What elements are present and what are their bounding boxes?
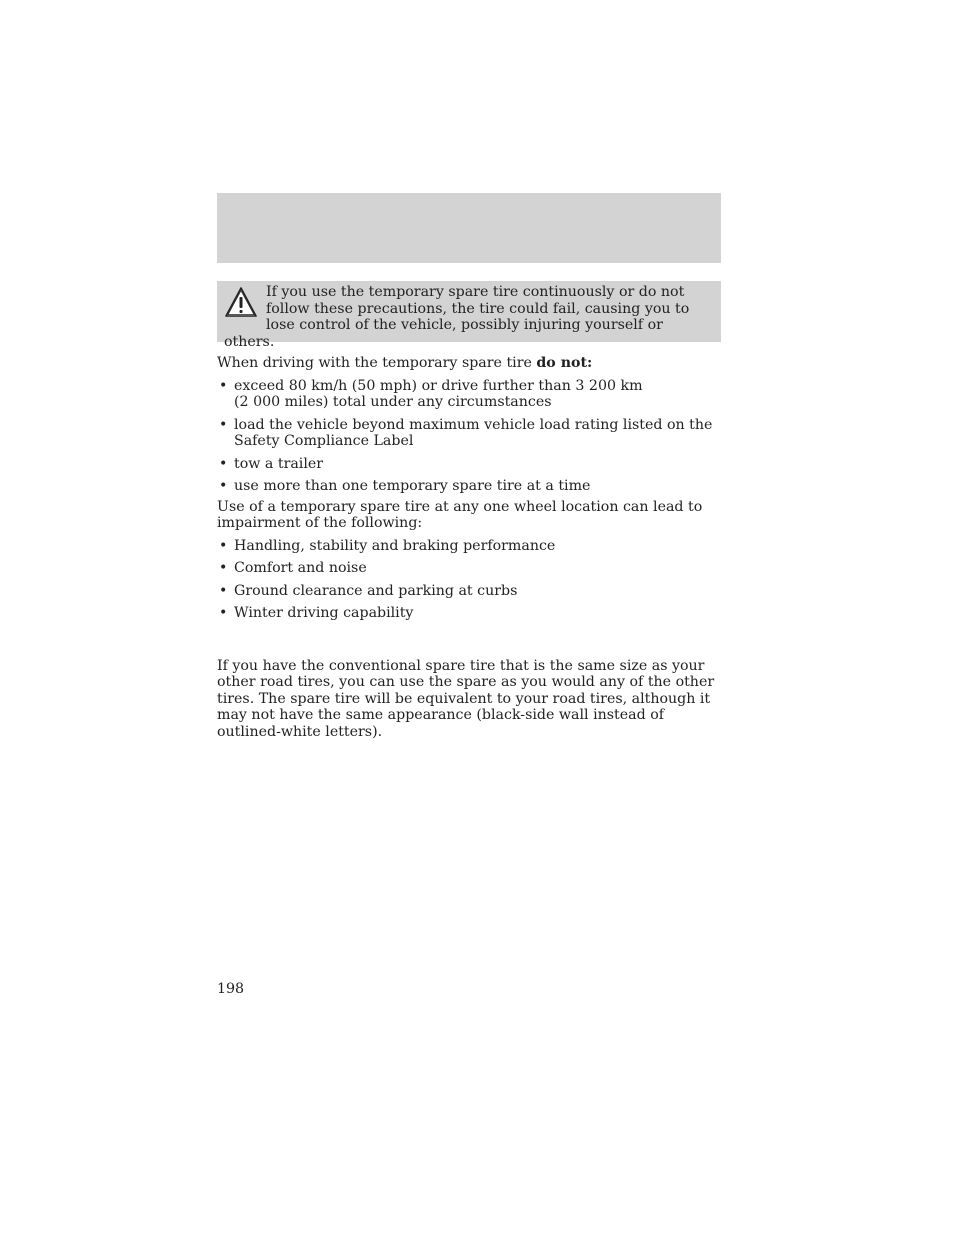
list-item-text: Comfort and noise: [234, 560, 367, 576]
driving-restrictions-list: [217, 378, 725, 495]
page-number: 198: [217, 981, 245, 997]
list-item-text: use more than one temporary spare tire at a time: [234, 478, 591, 494]
list-item-text: (2 000 miles) total under any circumstances: [234, 394, 552, 410]
warning-text: If you use the temporary spare tire continuously or do not follow these precautions, the tire could fail, causing you to lose control of the vehicle, possibly injuring yourself or others.: [224, 284, 690, 350]
list-item-text: load the vehicle beyond maximum vehicle load rating listed on the: [234, 416, 713, 433]
list-item-text: Safety Compliance Label: [234, 433, 414, 449]
driving-intro: [217, 355, 725, 372]
list-item-text: Winter driving capability: [234, 605, 414, 621]
list-item: [217, 417, 725, 450]
list-item-text: Handling, stability and braking performance: [234, 537, 556, 554]
list-item: [217, 605, 725, 622]
list-item: [217, 456, 725, 473]
list-item-text: tow a trailer: [234, 455, 324, 472]
list-item-text: exceed 80 km/h (50 mph) or drive further than 3 200 km: [234, 377, 643, 394]
driving-intro-bold: do not:: [536, 355, 593, 371]
impairment-intro: Use of a temporary spare tire at any one wheel location can lead to impairment of the following:: [217, 498, 703, 531]
list-item: [217, 378, 725, 411]
list-item-text: Ground clearance and parking at curbs: [234, 582, 518, 599]
main-content: [217, 355, 725, 740]
list-item: [217, 583, 725, 600]
conventional-spare-paragraph: If you have the conventional spare tire that is the same size as your other road tires, you can use the spare as you would any of the other tires. The spare tire will be equivalent to your road tires, although it may not have the same appearance (black-side wall instead of outlined-white letters).: [217, 657, 715, 740]
driving-intro-text: When driving with the temporary spare tire: [217, 355, 532, 371]
list-item: [217, 560, 725, 577]
list-item: [217, 538, 725, 555]
section-header-band: [217, 193, 721, 263]
warning-box: [217, 281, 721, 350]
warning-triangle-icon: [224, 286, 258, 318]
list-item: [217, 478, 725, 495]
impairment-list: [217, 538, 725, 622]
